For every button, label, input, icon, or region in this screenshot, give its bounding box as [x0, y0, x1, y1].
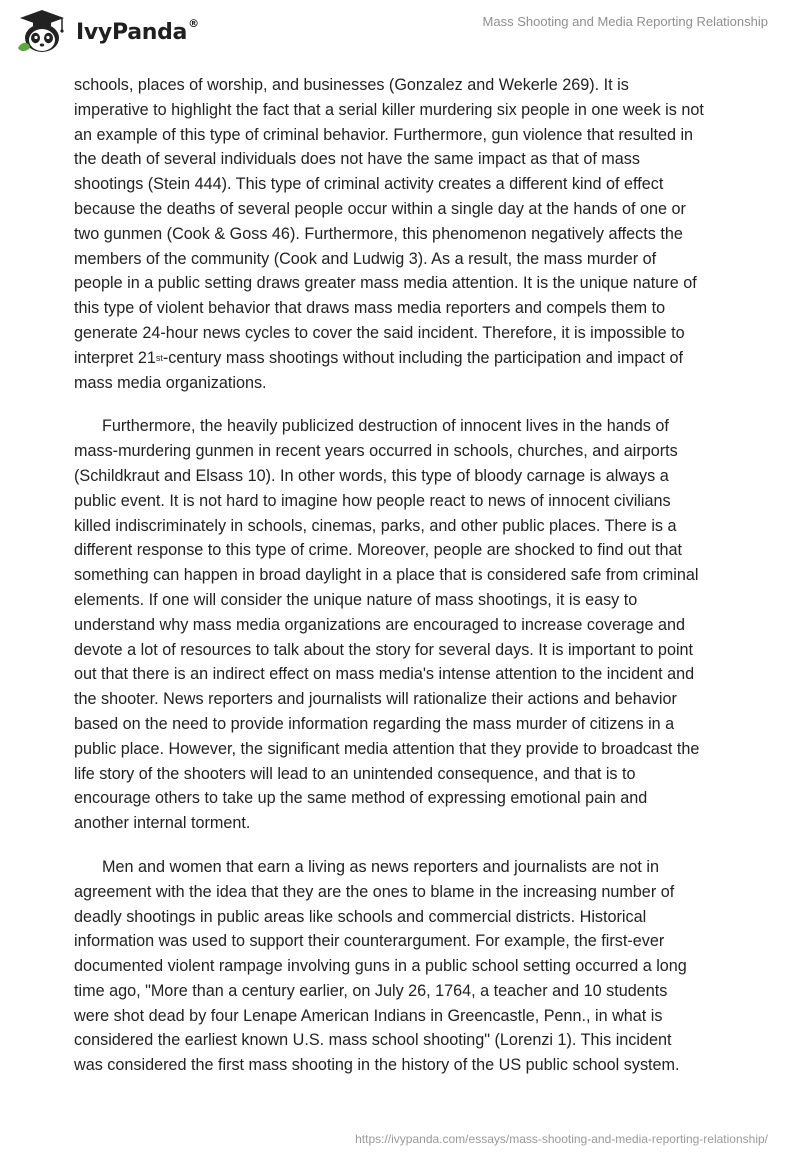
paragraph — [74, 414, 734, 836]
text-line: the death of several individuals does not have the same impact as that of mass — [74, 150, 640, 169]
text-line: something can happen in broad daylight in a place that is considered safe from criminal — [74, 566, 699, 585]
text-line: public event. It is not hard to imagine how people react to news of innocent civilians — [74, 491, 671, 510]
text-line: based on the need to provide information regarding the mass murder of citizens in a — [74, 714, 675, 733]
text-line: two gunmen (Cook & Goss 46). Furthermore, this phenomenon negatively affects the — [74, 224, 683, 243]
panda-graduate-icon — [14, 8, 70, 54]
text-line: documented violent rampage involving guns in a public school setting occurred a long — [74, 957, 687, 976]
text-line: information was used to support their counterargument. For example, the first-ever — [74, 932, 665, 951]
text-line: were shot dead by four Lenape American Indians in Greencastle, Penn., in what is — [74, 1006, 663, 1025]
text-line: was considered the first mass shooting in the history of the US public school system. — [74, 1056, 680, 1075]
text-line: the shooter. News reporters and journalists will rationalize their actions and behavior — [74, 690, 677, 709]
text-line: people in a public setting draws greater mass media attention. It is the unique nature of — [74, 274, 697, 293]
text-line: considered the earliest known U.S. mass school shooting" (Lorenzi 1). This incident — [74, 1031, 672, 1050]
text-line: Furthermore, the heavily publicized destruction of innocent lives in the hands of — [102, 417, 669, 436]
ordinal-superscript: st — [155, 352, 163, 363]
text-line: out that there is an indirect effect on mass media's intense attention to the incident and — [74, 665, 695, 684]
page-header — [0, 0, 800, 60]
text-line: understand why mass media organizations are encouraged to increase coverage and — [74, 615, 685, 634]
paragraph — [74, 855, 734, 1078]
text-line: an example of this type of criminal behavior. Furthermore, gun violence that resulted in — [74, 125, 694, 144]
text-line: shootings (Stein 444). This type of criminal activity creates a different kind of effect — [74, 175, 664, 194]
text-line: killed indiscriminately in schools, cinemas, parks, and other public places. There is a — [74, 516, 677, 535]
text-line: public place. However, the significant media attention that they provide to broadcast the — [74, 739, 700, 758]
text-line: deadly shootings in public areas like schools and commercial districts. Historical — [74, 907, 647, 926]
source-url[interactable]: https://ivypanda.com/essays/mass-shooting-and-media-reporting-relationship/ — [355, 1132, 768, 1146]
text-line: life story of the shooters will lead to an unintended consequence, and that is to — [74, 764, 636, 783]
text-line: schools, places of worship, and businesses (Gonzalez and Wekerle 269). It is — [74, 76, 629, 94]
text-line: another internal torment. — [74, 814, 251, 833]
text-line: this type of violent behavior that draws mass media reporters and compels them to — [74, 299, 666, 318]
text-line: mass media organizations. — [74, 373, 267, 392]
text-line-with-superscript: interpret 21st-century mass shootings without including the participation and impact of — [74, 348, 683, 367]
text-line: agreement with the idea that they are the ones to blame in the increasing number of — [74, 882, 675, 901]
text-line: imperative to highlight the fact that a serial killer murdering six people in one week is not — [74, 100, 704, 119]
text-line: members of the community (Cook and Ludwig 3). As a result, the mass murder of — [74, 249, 657, 268]
text-line: different response to this type of crime. Moreover, people are shocked to find out that — [74, 541, 682, 560]
text-line: devote a lot of resources to talk about the story for several days. It is important to point — [74, 640, 694, 659]
text-line: time ago, "More than a century earlier, on July 26, 1764, a teacher and 10 students — [74, 981, 668, 1000]
text-line: encourage others to take up the same method of expressing emotional pain and — [74, 789, 648, 808]
text-line: elements. If one will consider the unique nature of mass shootings, it is easy to — [74, 590, 638, 609]
text-line: mass-murdering gunmen in recent years occurred in schools, churches, and airports — [74, 442, 678, 461]
document-title: Mass Shooting and Media Reporting Relationship — [482, 14, 768, 29]
text-line: Men and women that earn a living as news reporters and journalists are not in — [102, 857, 659, 876]
site-logo[interactable] — [14, 8, 199, 54]
logo-text: IvyPanda® — [76, 16, 199, 45]
text-line: (Schildkraut and Elsass 10). In other words, this type of bloody carnage is always a — [74, 466, 669, 485]
essay-body — [74, 73, 734, 1097]
paragraph — [74, 73, 734, 395]
text-line: because the deaths of several people occur within a single day at the hands of one or — [74, 199, 686, 218]
text-line: generate 24-hour news cycles to cover the said incident. Therefore, it is impossible to — [74, 323, 685, 342]
